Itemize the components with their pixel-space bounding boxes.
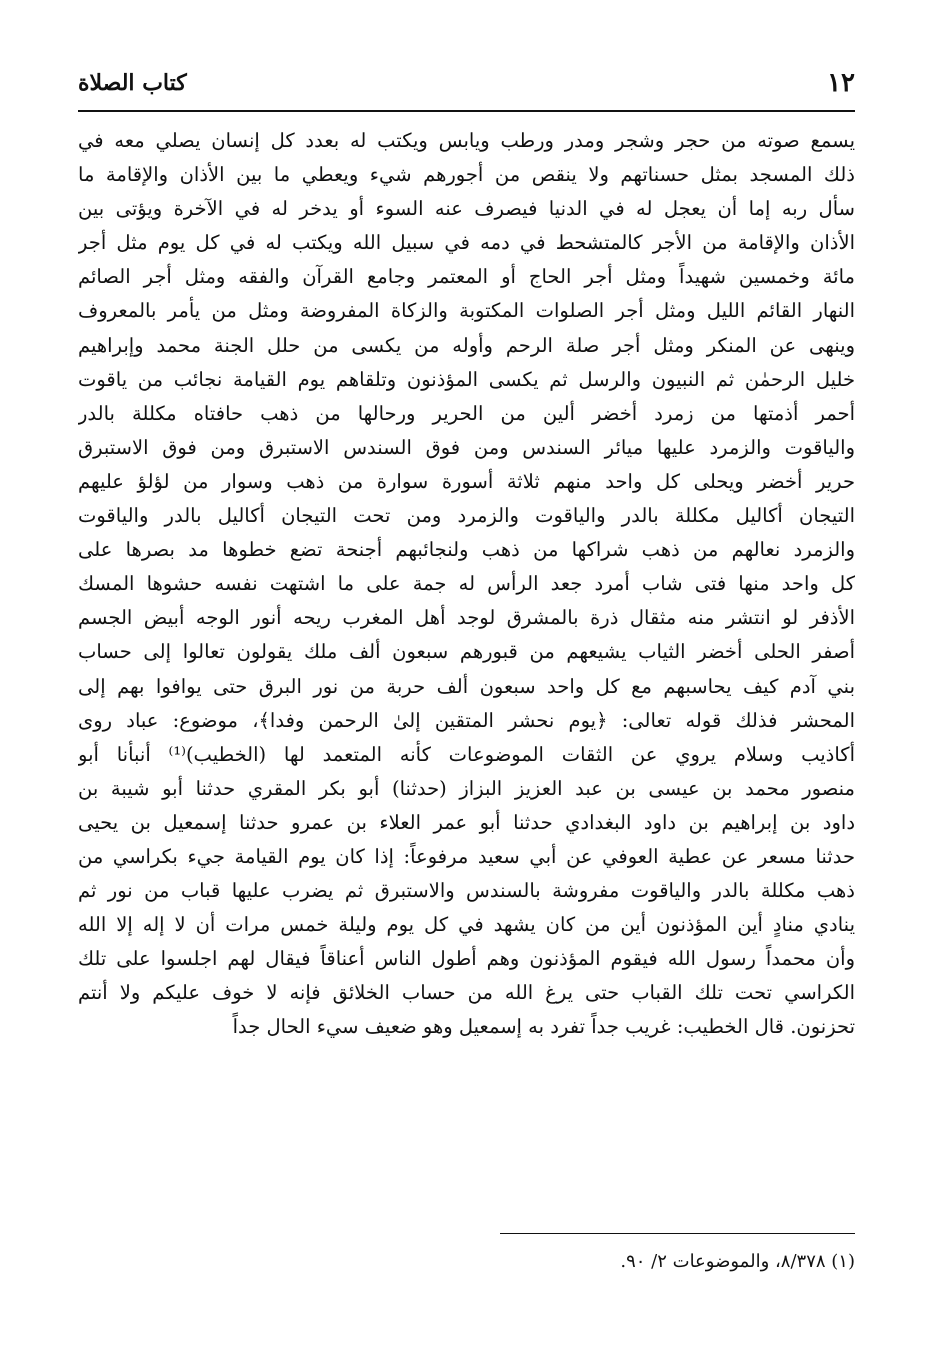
text-line: خليل الرحمٰن ثم النبيون والرسل ثم يكسى المؤذنون وتلقاهم يوم القيامة نجائب من ياقوت [78, 367, 855, 391]
text-line: تحزنون. قال الخطيب: غريب جداً تفرد به إسمعيل وهو ضعيف سيء الحال جداً [232, 1015, 855, 1039]
text-line: سأل ربه إما أن يعجل له في الدنيا فيصرف عنه السوء أو يدخر له في الآخرة ويؤتى بين [78, 197, 855, 221]
text-line: داود بن إبراهيم بن داود البغدادي حدثنا أبو عمر العلاء بن عمرو حدثنا إسمعيل بن يحيى [78, 810, 855, 834]
text-line: الأذان والإقامة من الأجر كالمتشحط في دمه في سبيل الله ويكتب له في كل يوم مثل أجر [78, 231, 855, 255]
text-line: منصور محمد بن عيسى بن عبد العزيز البزاز (حدثنا) أبو بكر المقري حدثنا أبو شيبة بن [78, 776, 855, 800]
text-line: حرير أخضر ويحلى كل واحد منهم ثلاثة أسورة سوارة من ذهب وسوار من لؤلؤ عليهم [78, 469, 855, 493]
text-line: بني آدم كيف يحاسبهم مع كل واحد سبعون ألف حربة من نور البرق حتى يوافوا بهم إلى [78, 674, 855, 698]
text-line: وأن محمداً رسول الله فيقوم المؤذنون وهم أطول الناس أعناقاً فيقال لهم اجلسوا على تلك [78, 947, 855, 971]
text-line: الكراسي تحت تلك القباب حتى يرغ الله من حساب الخلائق فإنه لا خوف عليكم ولا أنتم [78, 981, 855, 1005]
text-line: مائة وخمسين شهيداً ومثل أجر الحاج أو المعتمر وجامع القرآن والفقه ومثل أجر الصائم [78, 265, 855, 289]
page-header [78, 68, 855, 108]
text-line: الأذفر لو انتشر منه مثقال ذرة بالمشرق لوجد أهل المغرب ريحه أنور الوجه أبيض الجسم [78, 606, 855, 630]
text-line: التيجان أكاليل مكللة بالدر والياقوت والزمرد ومن تحت التيجان أكاليل بالدر والياقوت [78, 504, 855, 528]
text-line: يسمع صوته من حجر وشجر ومدر ورطب ويابس ويكتب له بعدد كل إنسان يصلي معه في [78, 129, 855, 152]
text-line: وينهى عن المنكر ومثل أجر صلة الرحم وأوله من يكسى من حلل الجنة محمد وإبراهيم [78, 333, 855, 357]
page-number: ١٢ [827, 68, 855, 98]
text-line: ذلك المسجد بمثل حسناتهم ولا ينقص من أجورهم شيء ويعطي ما بين الأذان والإقامة ما [78, 163, 855, 187]
footnote-rule [500, 1233, 855, 1234]
text-line: أصفر الحلى أخضر الثياب يشيعهم من قبورهم سبعون ألف ملك يقولون تعالوا إلى حساب [78, 640, 855, 664]
running-title: كتاب الصلاة [78, 70, 187, 96]
text-line: ذهب مكللة بالدر والياقوت مفروشة بالسندس والاستبرق ثم يضرب عليها قباب من نور ثم [78, 879, 855, 903]
text-line: والزمرد نعالهم من ذهب شراكها من ذهب ولنجائبهم أجنحة تضع خطوها مد بصرها على [78, 538, 855, 562]
text-line: المحشر فذلك قوله تعالى: ﴿يوم نحشر المتقين إلىٰ الرحمن وفدا﴾، موضوع: عباد روى [78, 708, 855, 732]
text-line: والياقوت والزمرد عليها ميائر السندس ومن فوق السندس الاستبرق ومن فوق الاستبرق [78, 435, 855, 459]
text-line: كل واحد منها فتى شاب أمرد جعد الرأس له جمة على ما اشتهت نفسه حشوها المسك [78, 572, 855, 596]
body-text [78, 124, 855, 1045]
footnote: (١) ٨/٣٧٨، والموضوعات ٢/ ٩٠. [620, 1251, 855, 1272]
text-line: أكاذيب وسلام يروي عن الثقات الموضوعات كأنه المتعمد لها (الخطيب)⁽¹⁾ أنبأنا أبو [78, 742, 855, 766]
text-line: حدثنا مسعر عن عطية العوفي عن أبي سعيد مرفوعاً: إذا كان يوم القيامة جيء بكراسي من [78, 844, 855, 868]
text-line: أحمر أذمتها من زمرد أخضر ألين من الحرير ورحالها من ذهب حافتاه مكللة بالدر [78, 401, 855, 425]
text-line: النهار القائم الليل ومثل أجر الصلوات المكتوبة والزكاة المفروضة ومثل من يأمر بالمعروف [78, 299, 855, 323]
text-line: ينادي منادٍ أين المؤذنون أين من كان يشهد في كل يوم وليلة خمس مرات أن لا إله إلا الله [78, 913, 855, 937]
header-rule [78, 110, 855, 112]
